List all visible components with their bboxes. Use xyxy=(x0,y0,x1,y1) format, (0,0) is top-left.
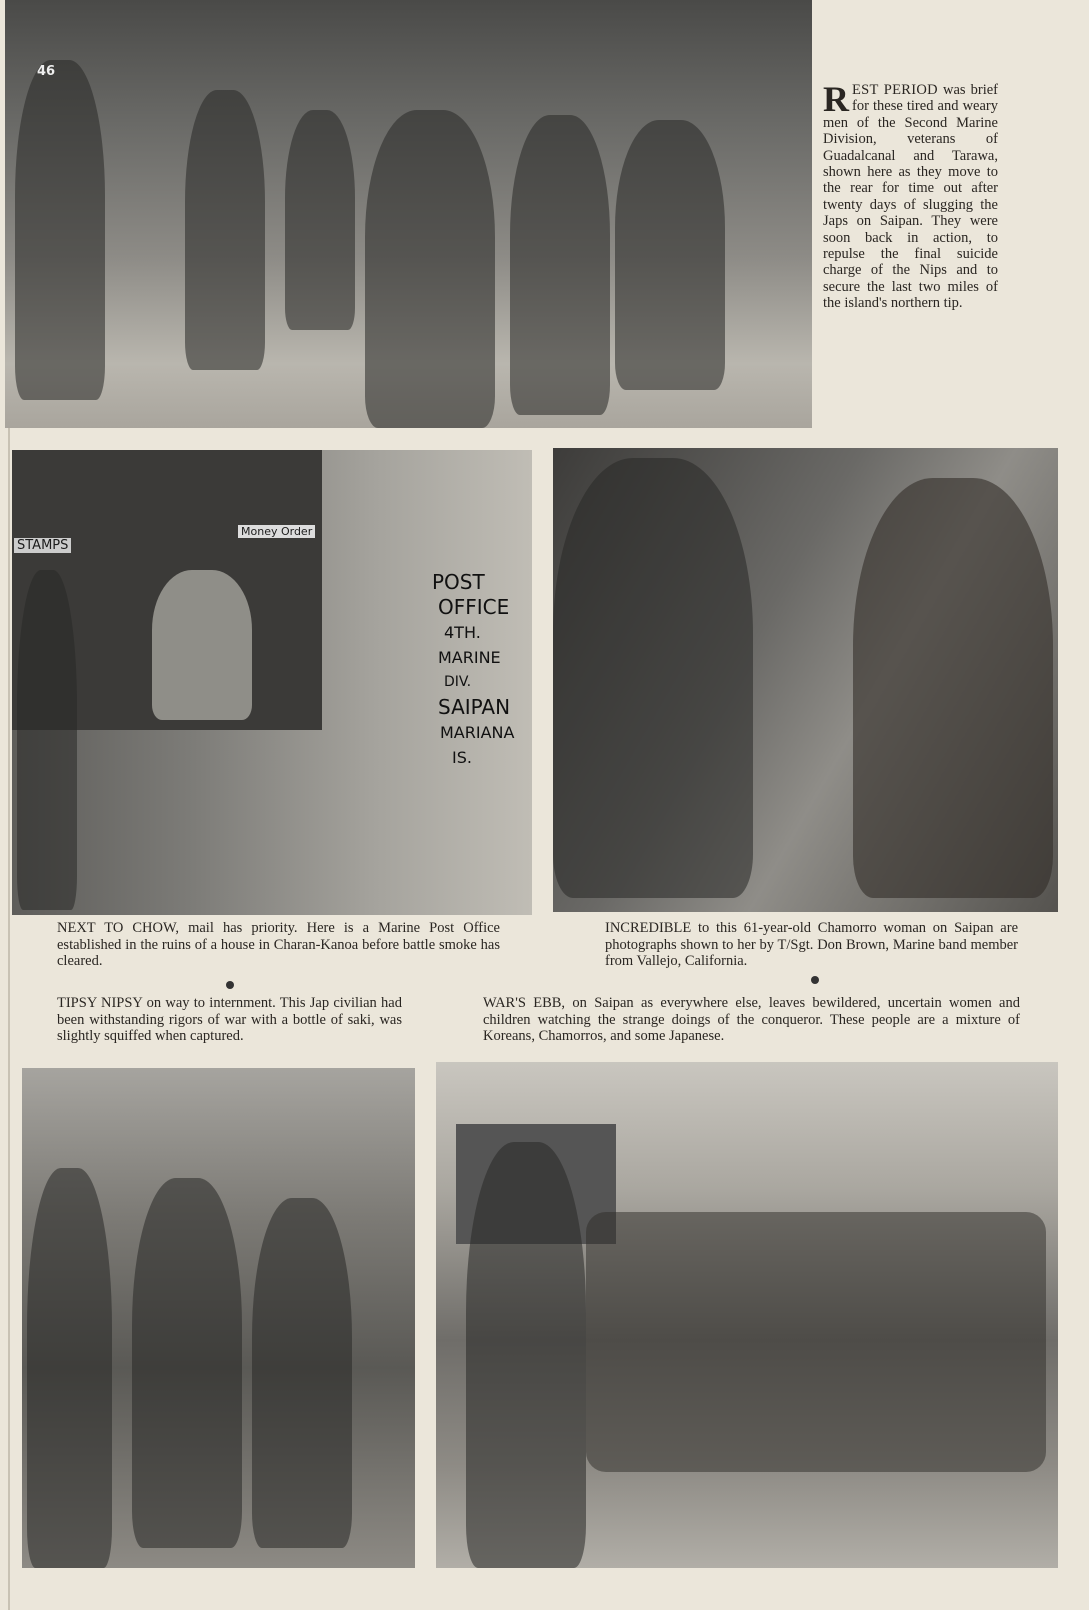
caption-lead: TIPSY NIPSY xyxy=(57,995,143,1011)
caption-text: was brief for these tired and weary men of the Second Marine Division, veterans of Guadalcanal and Tarawa, shown here as they move to the rear for time out after twenty days of slugging the Japs on Saipan. They were soon back in action, to repulse the final suicide charge of the Nips and to secure the last two miles of the island's northern tip. xyxy=(823,82,998,312)
caption-text: on way to internment. This Jap civilian had been withstanding rigors of war with a bottle of saki, was slightly squiffed when captured. xyxy=(57,995,402,1044)
sign-money-order: Money Order xyxy=(238,525,315,538)
photo-post-office xyxy=(12,450,532,915)
wall-text: POST xyxy=(432,570,485,594)
wall-text: DIV. xyxy=(444,674,472,690)
wall-text: 4TH. xyxy=(444,623,481,642)
caption-rest-period xyxy=(823,79,998,312)
caption-lead: INCREDIBLE xyxy=(605,920,692,936)
caption-lead: WAR'S EBB, xyxy=(483,995,566,1011)
wall-text: IS. xyxy=(452,748,472,767)
caption-wars-ebb xyxy=(483,995,1020,1045)
bullet-separator xyxy=(811,976,819,984)
wall-text: MARINE xyxy=(438,648,501,667)
helmet-number: 46 xyxy=(37,64,56,79)
caption-tipsy-nipsy xyxy=(57,995,402,1045)
caption-text: mail has priority. Here is a Marine Post Office established in the ruins of a house in Charan-Kanoa before battle smoke has cleared. xyxy=(57,920,500,969)
photo-chamorro-woman xyxy=(553,448,1058,912)
caption-incredible xyxy=(605,920,1018,970)
photo-marines-marching xyxy=(5,0,812,428)
caption-lead: EST PERIOD xyxy=(852,82,938,98)
caption-lead: NEXT TO CHOW, xyxy=(57,920,179,936)
caption-text: to this 61-year-old Chamorro woman on Saipan are photographs shown to her by T/Sgt. Don Brown, Marine band member from Vallejo, California. xyxy=(605,920,1018,969)
wall-text: MARIANA xyxy=(440,723,515,742)
wall-text: SAIPAN xyxy=(438,695,511,719)
photo-tipsy-civilian xyxy=(22,1068,415,1568)
caption-text: on Saipan as everywhere else, leaves bewildered, uncertain women and children watching the strange doings of the conqueror. These people are a mixture of Koreans, Chamorros, and some Japanese. xyxy=(483,995,1020,1044)
bullet-separator xyxy=(226,981,234,989)
photo-women-children xyxy=(436,1062,1058,1568)
sign-stamps: STAMPS xyxy=(14,538,71,553)
caption-next-to-chow xyxy=(57,920,500,970)
dropcap: R xyxy=(823,79,849,119)
wall-text: OFFICE xyxy=(438,595,510,619)
